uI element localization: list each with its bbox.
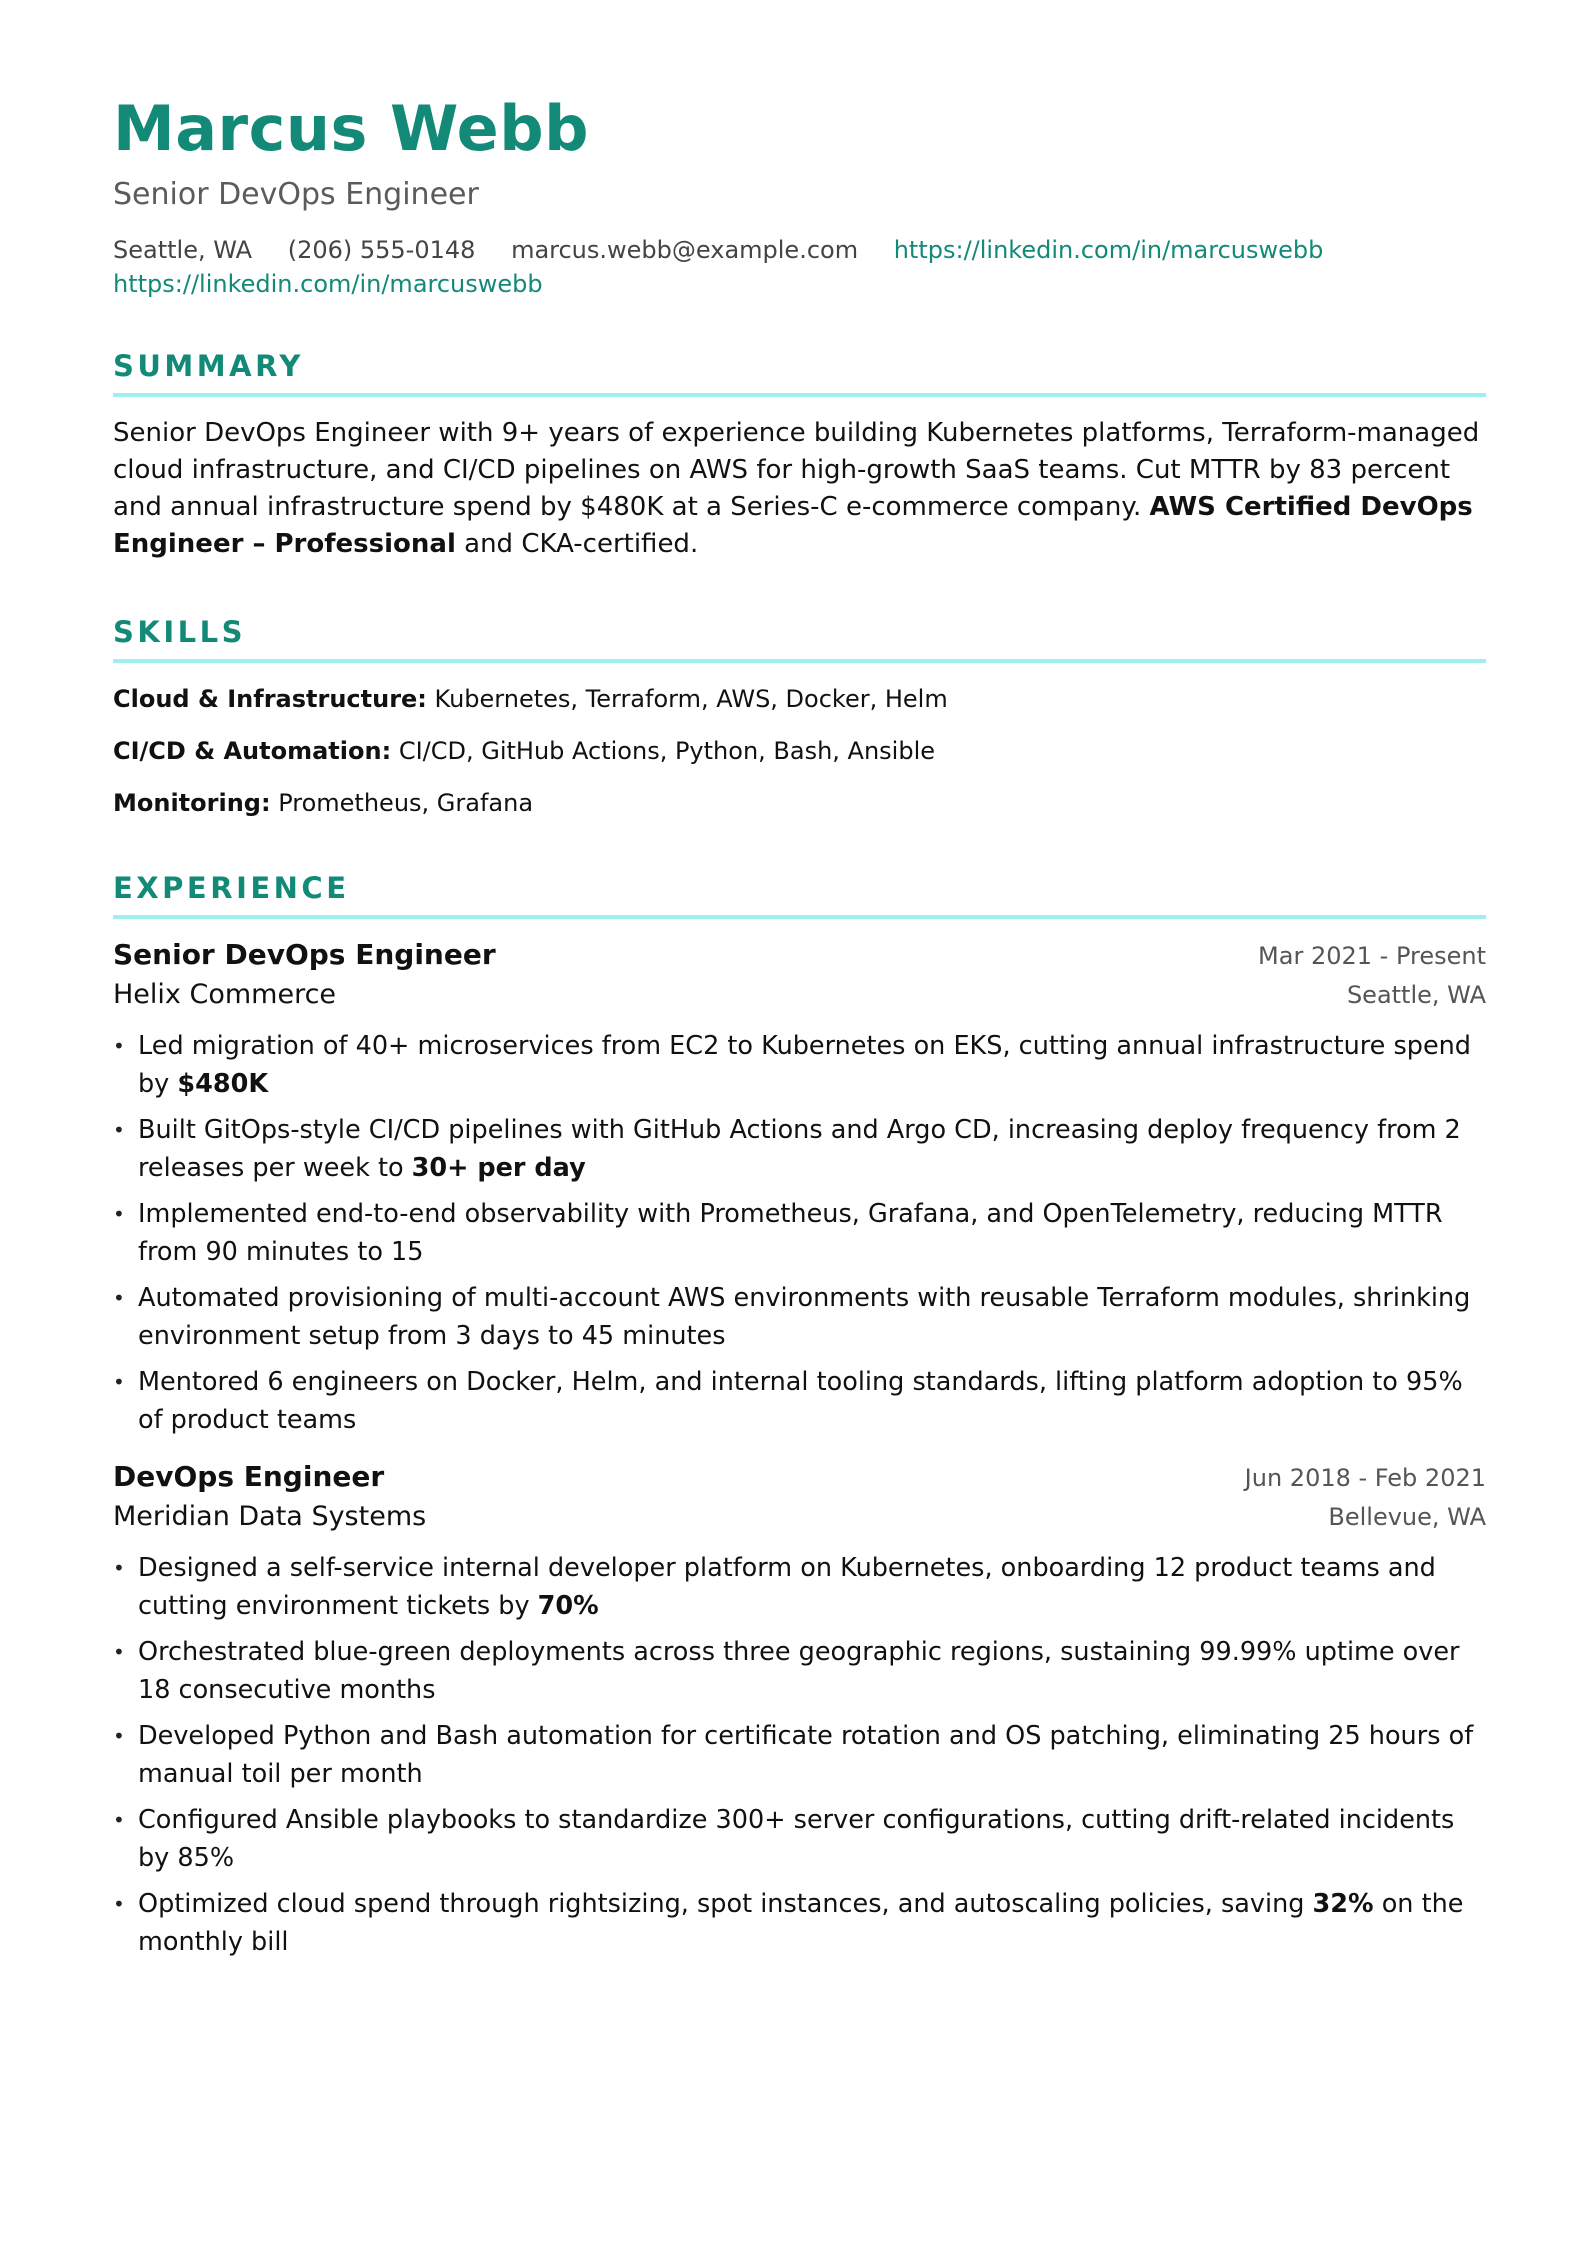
bullet-item	[113, 1279, 1486, 1355]
email-link[interactable]: marcus.webb@example.com	[511, 236, 859, 264]
bullet-item	[113, 1633, 1486, 1709]
skill-row	[113, 787, 1486, 819]
job-bullets	[113, 1027, 1486, 1439]
bullet-item	[113, 1195, 1486, 1271]
bullet-item	[113, 1549, 1486, 1625]
bullet-text: Configured Ansible playbooks to standardize 300+ server configurations, cutting drift-related incidents by 85%	[138, 1805, 1455, 1873]
job-header	[113, 935, 1486, 975]
bullet-text: Mentored 6 engineers on Docker, Helm, and internal tooling standards, lifting platform adoption to 95% of product teams	[138, 1367, 1463, 1435]
linkedin-link[interactable]: https://linkedin.com/in/marcuswebb	[893, 236, 1324, 264]
bullet-text: Developed Python and Bash automation for certificate rotation and OS patching, eliminating 25 hours of manual toil per month	[138, 1721, 1474, 1789]
bullet-item	[113, 1111, 1486, 1187]
job-subheader	[113, 975, 1486, 1015]
job-bullets	[113, 1549, 1486, 1961]
linkedin-link-secondary[interactable]: https://linkedin.com/in/marcuswebb	[113, 270, 543, 298]
bullet-item	[113, 1363, 1486, 1439]
job-header	[113, 1457, 1486, 1497]
job-location: Seattle, WA	[1346, 981, 1486, 1009]
job-role: Senior DevOps Engineer	[113, 938, 496, 971]
bullet-text: Built GitOps-style CI/CD pipelines with GitHub Actions and Argo CD, increasing deploy frequency from 2 releases per week to	[138, 1115, 1461, 1183]
summary-heading: SUMMARY	[113, 349, 1486, 397]
job-dates: Jun 2018 - Feb 2021	[1244, 1464, 1486, 1492]
skill-row	[113, 735, 1486, 767]
job-entry	[113, 935, 1486, 1439]
bullet-text: Led migration of 40+ microservices from EC2 to Kubernetes on EKS, cutting annual infrastructure spend by	[138, 1031, 1471, 1099]
experience-heading: EXPERIENCE	[113, 871, 1486, 919]
bullet-highlight: 32%	[1312, 1889, 1374, 1919]
bullet-text: Automated provisioning of multi-account AWS environments with reusable Terraform modules, shrinking environment setup from 3 days to 45 minutes	[138, 1283, 1471, 1351]
summary-text-end: and CKA-certified.	[455, 529, 699, 559]
phone-text: (206) 555-0148	[287, 236, 476, 264]
job-entry	[113, 1457, 1486, 1961]
summary-certification: AWS Certified DevOps Engineer – Professional	[113, 492, 1473, 559]
skill-row	[113, 683, 1486, 715]
contact-info	[113, 233, 1486, 301]
summary-text	[113, 415, 1486, 563]
skill-category: Monitoring:	[113, 789, 271, 817]
bullet-highlight: $480K	[177, 1069, 269, 1099]
bullet-text: Designed a self-service internal developer platform on Kubernetes, onboarding 12 product teams and cutting environment tickets by	[138, 1553, 1436, 1621]
skill-values: CI/CD, GitHub Actions, Python, Bash, Ansible	[391, 737, 936, 765]
job-role: DevOps Engineer	[113, 1460, 385, 1493]
job-location: Bellevue, WA	[1328, 1503, 1486, 1531]
bullet-item	[113, 1027, 1486, 1103]
skill-values: Kubernetes, Terraform, AWS, Docker, Helm	[426, 685, 948, 713]
job-company: Meridian Data Systems	[113, 1501, 427, 1532]
bullet-text-end: on the monthly bill	[138, 1889, 1464, 1957]
bullet-text: Optimized cloud spend through rightsizing, spot instances, and autoscaling policies, saving	[138, 1889, 1313, 1919]
bullet-highlight: 70%	[537, 1591, 599, 1621]
candidate-title: Senior DevOps Engineer	[113, 177, 479, 212]
job-dates: Mar 2021 - Present	[1258, 942, 1486, 970]
bullet-item	[113, 1717, 1486, 1793]
bullet-item	[113, 1885, 1486, 1961]
skill-values: Prometheus, Grafana	[270, 789, 534, 817]
skills-heading: SKILLS	[113, 615, 1486, 663]
job-subheader	[113, 1497, 1486, 1537]
bullet-highlight: 30+ per day	[411, 1153, 586, 1183]
contact-line-1	[113, 233, 1486, 267]
bullet-text: Implemented end-to-end observability with Prometheus, Grafana, and OpenTelemetry, reducing MTTR from 90 minutes to 15	[138, 1199, 1443, 1267]
skill-category: CI/CD & Automation:	[113, 737, 392, 765]
job-company: Helix Commerce	[113, 979, 337, 1010]
bullet-item	[113, 1801, 1486, 1877]
skills-list	[113, 683, 1486, 819]
skill-category: Cloud & Infrastructure:	[113, 685, 427, 713]
summary-text-start: Senior DevOps Engineer with 9+ years of experience building Kubernetes platforms, Terraform-managed cloud infrastructure, and CI/CD pipelines on AWS for high-growth SaaS teams. Cut MTTR by 83 percent and annual infrastructure spend by $480K at a Series-C e-commerce company.	[113, 418, 1480, 522]
contact-line-2	[113, 267, 1486, 301]
candidate-name: Marcus Webb	[113, 92, 589, 165]
bullet-text: Orchestrated blue-green deployments across three geographic regions, sustaining 99.99% uptime over 18 consecutive months	[138, 1637, 1460, 1705]
location-text: Seattle, WA	[113, 236, 253, 264]
